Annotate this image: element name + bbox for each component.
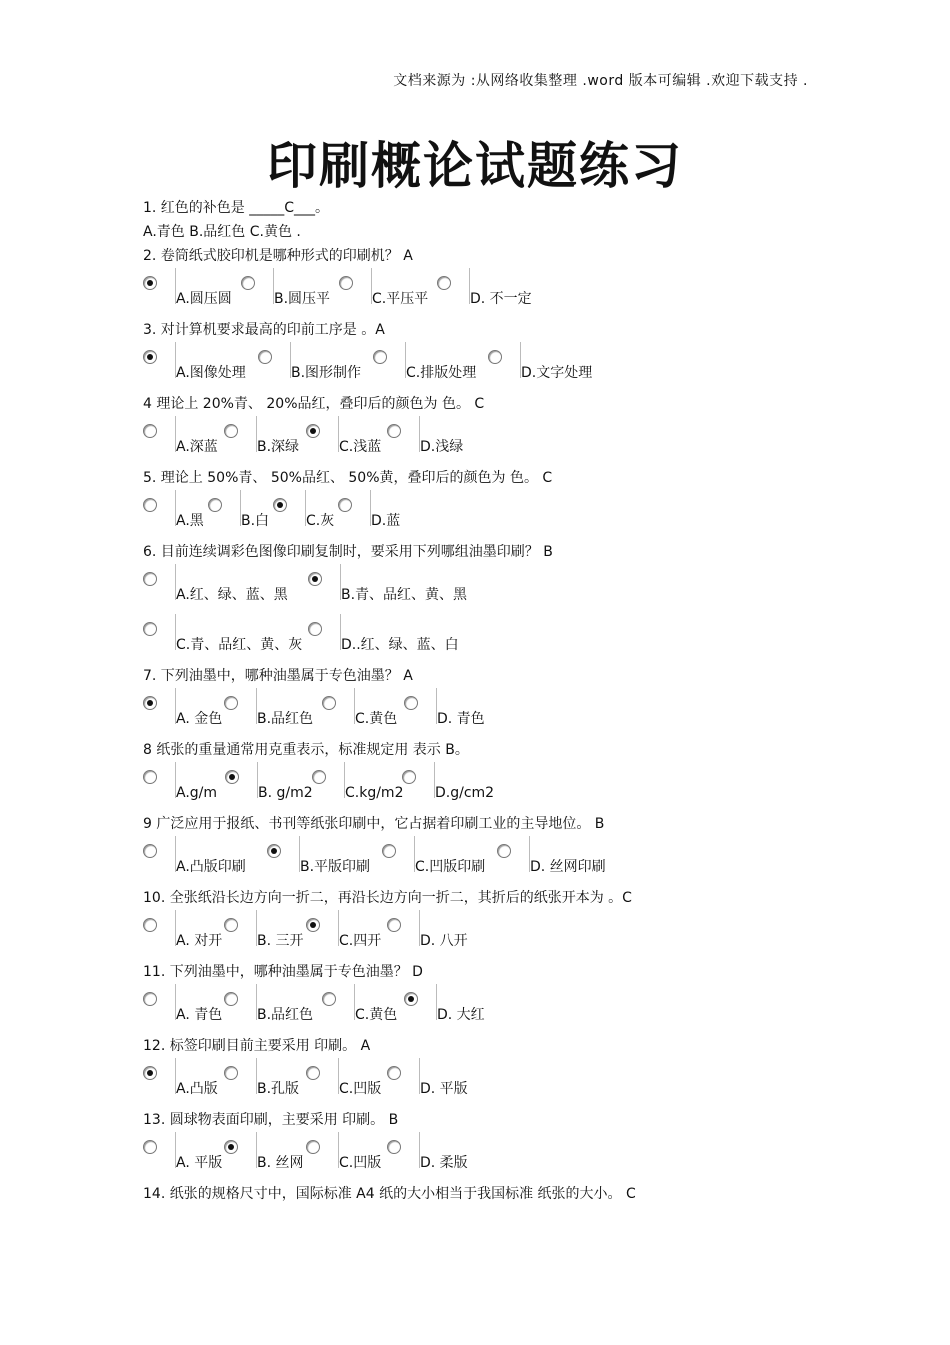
radio-unchecked-icon[interactable] — [143, 918, 157, 932]
option-label: B.青、品红、黄、黑 — [341, 587, 468, 603]
radio-unchecked-icon[interactable] — [306, 1140, 320, 1154]
radio-unchecked-icon[interactable] — [224, 424, 238, 438]
page-title: 印刷概论试题练习 — [267, 136, 683, 195]
option-label: B.圆压平 — [274, 291, 331, 307]
option-label: B. 丝网 — [257, 1155, 304, 1171]
radio-unchecked-icon[interactable] — [382, 844, 396, 858]
question-6: 6. 目前连续调彩色图像印刷复制时，要采用下列哪组油墨印刷？ B — [143, 544, 553, 560]
option-label: A.红、绿、蓝、黑 — [176, 587, 288, 603]
question-14: 14. 纸张的规格尺寸中，国际标准 A4 纸的大小相当于我国标准 纸张的大小。 C — [143, 1186, 636, 1202]
option-label: B.平版印刷 — [300, 859, 371, 875]
radio-checked-icon[interactable] — [306, 918, 320, 932]
option-label: D.浅绿 — [420, 439, 464, 455]
option-label: A.深蓝 — [176, 439, 218, 455]
question-9: 9 广泛应用于报纸、书刊等纸张印刷中，它占据着印刷工业的主导地位。 B — [143, 816, 605, 832]
question-10: 10. 全张纸沿长边方向一折二，再沿长边方向一折二，其折后的纸张开本为 。C — [143, 890, 632, 906]
radio-unchecked-icon[interactable] — [338, 498, 352, 512]
question-list — [143, 196, 843, 1206]
option-label: B.深绿 — [257, 439, 300, 455]
option-label: C.kg/m2 — [345, 785, 404, 801]
option-label: C.凹版 — [339, 1155, 382, 1171]
option-label: A.图像处理 — [176, 365, 246, 381]
radio-checked-icon[interactable] — [225, 770, 239, 784]
question-13: 13. 圆球物表面印刷，主要采用 印刷。 B — [143, 1112, 399, 1128]
radio-checked-icon[interactable] — [273, 498, 287, 512]
radio-unchecked-icon[interactable] — [402, 770, 416, 784]
option-label: D.g/cm2 — [435, 785, 495, 801]
radio-unchecked-icon[interactable] — [143, 424, 157, 438]
radio-unchecked-icon[interactable] — [497, 844, 511, 858]
option-label: A.圆压圆 — [176, 291, 232, 307]
option-label: D. 八开 — [420, 933, 468, 949]
option-label: C.黄色 — [355, 1007, 398, 1023]
option-label: A.凸版 — [176, 1081, 218, 1097]
radio-unchecked-icon[interactable] — [241, 276, 255, 290]
radio-unchecked-icon[interactable] — [488, 350, 502, 364]
option-label: B. 三开 — [257, 933, 304, 949]
question-11: 11. 下列油墨中，哪种油墨属于专色油墨？ D — [143, 964, 423, 980]
question-13-options — [143, 1132, 843, 1182]
radio-unchecked-icon[interactable] — [143, 572, 157, 586]
question-10-options — [143, 910, 843, 960]
radio-unchecked-icon[interactable] — [143, 498, 157, 512]
radio-unchecked-icon[interactable] — [224, 992, 238, 1006]
question-2: 2. 卷筒纸式胶印机是哪种形式的印刷机？ A — [143, 248, 413, 264]
radio-unchecked-icon[interactable] — [308, 622, 322, 636]
question-4: 4 理论上 20%青、 20%品红，叠印后的颜色为 色。 C — [143, 396, 485, 412]
option-label: C.四开 — [339, 933, 382, 949]
option-label: A. 金色 — [176, 711, 223, 727]
radio-checked-icon[interactable] — [404, 992, 418, 1006]
option-label: D..红、绿、蓝、白 — [341, 637, 459, 653]
option-label: A.凸版印刷 — [176, 859, 246, 875]
radio-unchecked-icon[interactable] — [339, 276, 353, 290]
option-label: C.黄色 — [355, 711, 398, 727]
question-3-options — [143, 342, 843, 392]
question-7-options — [143, 688, 843, 738]
option-label: B. g/m2 — [258, 785, 313, 801]
radio-unchecked-icon[interactable] — [143, 622, 157, 636]
option-label: C.凹版 — [339, 1081, 382, 1097]
option-label: C.凹版印刷 — [415, 859, 486, 875]
option-label: A. 对开 — [176, 933, 223, 949]
radio-unchecked-icon[interactable] — [143, 992, 157, 1006]
radio-checked-icon[interactable] — [143, 350, 157, 364]
question-2-options — [143, 268, 843, 318]
radio-unchecked-icon[interactable] — [143, 844, 157, 858]
radio-checked-icon[interactable] — [224, 1140, 238, 1154]
radio-unchecked-icon[interactable] — [387, 424, 401, 438]
option-label: C.排版处理 — [406, 365, 477, 381]
question-1-options: A.青色 B.品红色 C.黄色 . — [143, 224, 301, 240]
option-label: C.浅蓝 — [339, 439, 382, 455]
radio-unchecked-icon[interactable] — [224, 918, 238, 932]
option-label: B.品红色 — [257, 711, 314, 727]
option-label: D. 柔版 — [420, 1155, 468, 1171]
question-4-options — [143, 416, 843, 466]
option-label: A. 青色 — [176, 1007, 223, 1023]
radio-unchecked-icon[interactable] — [224, 696, 238, 710]
question-8: 8 纸张的重量通常用克重表示，标准规定用 表示 B。 — [143, 742, 469, 758]
option-label: B.白 — [241, 513, 270, 529]
option-label: D.蓝 — [371, 513, 401, 529]
question-3: 3. 对计算机要求最高的印前工序是 。A — [143, 322, 385, 338]
option-label: D. 平版 — [420, 1081, 468, 1097]
option-label: C.灰 — [306, 513, 335, 529]
option-label: D. 大红 — [437, 1007, 485, 1023]
question-12: 12. 标签印刷目前主要采用 印刷。 A — [143, 1038, 371, 1054]
option-label: D. 不一定 — [470, 291, 532, 307]
radio-unchecked-icon[interactable] — [143, 1140, 157, 1154]
option-label: D. 青色 — [437, 711, 485, 727]
radio-checked-icon[interactable] — [267, 844, 281, 858]
question-9-options — [143, 836, 843, 886]
question-items — [143, 244, 843, 1182]
radio-unchecked-icon[interactable] — [322, 992, 336, 1006]
option-label: D.文字处理 — [521, 365, 593, 381]
radio-checked-icon[interactable] — [143, 1066, 157, 1080]
radio-checked-icon[interactable] — [306, 424, 320, 438]
radio-checked-icon[interactable] — [308, 572, 322, 586]
question-6-options — [143, 564, 843, 614]
radio-unchecked-icon[interactable] — [258, 350, 272, 364]
option-label: B.孔版 — [257, 1081, 300, 1097]
radio-unchecked-icon[interactable] — [437, 276, 451, 290]
question-6-options — [143, 614, 843, 664]
radio-unchecked-icon[interactable] — [312, 770, 326, 784]
radio-unchecked-icon[interactable] — [208, 498, 222, 512]
radio-unchecked-icon[interactable] — [404, 696, 418, 710]
radio-unchecked-icon[interactable] — [224, 1066, 238, 1080]
option-label: B.图形制作 — [291, 365, 362, 381]
option-label: B.品红色 — [257, 1007, 314, 1023]
source-header: 文档来源为 :从网络收集整理 .word 版本可编辑 .欢迎下载支持 . — [393, 73, 808, 89]
radio-unchecked-icon[interactable] — [387, 1066, 401, 1080]
radio-unchecked-icon[interactable] — [373, 350, 387, 364]
option-label: C.平压平 — [372, 291, 429, 307]
option-label: A.g/m — [176, 785, 218, 801]
radio-unchecked-icon[interactable] — [387, 918, 401, 932]
question-5-options — [143, 490, 843, 540]
option-label: D. 丝网印刷 — [530, 859, 606, 875]
question-8-options — [143, 762, 843, 812]
question-11-options — [143, 984, 843, 1034]
radio-unchecked-icon[interactable] — [322, 696, 336, 710]
question-12-options — [143, 1058, 843, 1108]
question-5: 5. 理论上 50%青、 50%品红、 50%黄，叠印后的颜色为 色。 C — [143, 470, 553, 486]
question-1: 1. 红色的补色是 _____C___。 — [143, 200, 330, 216]
radio-checked-icon[interactable] — [143, 696, 157, 710]
radio-unchecked-icon[interactable] — [387, 1140, 401, 1154]
option-label: C.青、品红、黄、灰 — [176, 637, 303, 653]
option-label: A. 平版 — [176, 1155, 223, 1171]
option-label: A.黑 — [176, 513, 204, 529]
radio-checked-icon[interactable] — [143, 276, 157, 290]
radio-unchecked-icon[interactable] — [306, 1066, 320, 1080]
radio-unchecked-icon[interactable] — [143, 770, 157, 784]
question-7: 7. 下列油墨中，哪种油墨属于专色油墨？ A — [143, 668, 413, 684]
